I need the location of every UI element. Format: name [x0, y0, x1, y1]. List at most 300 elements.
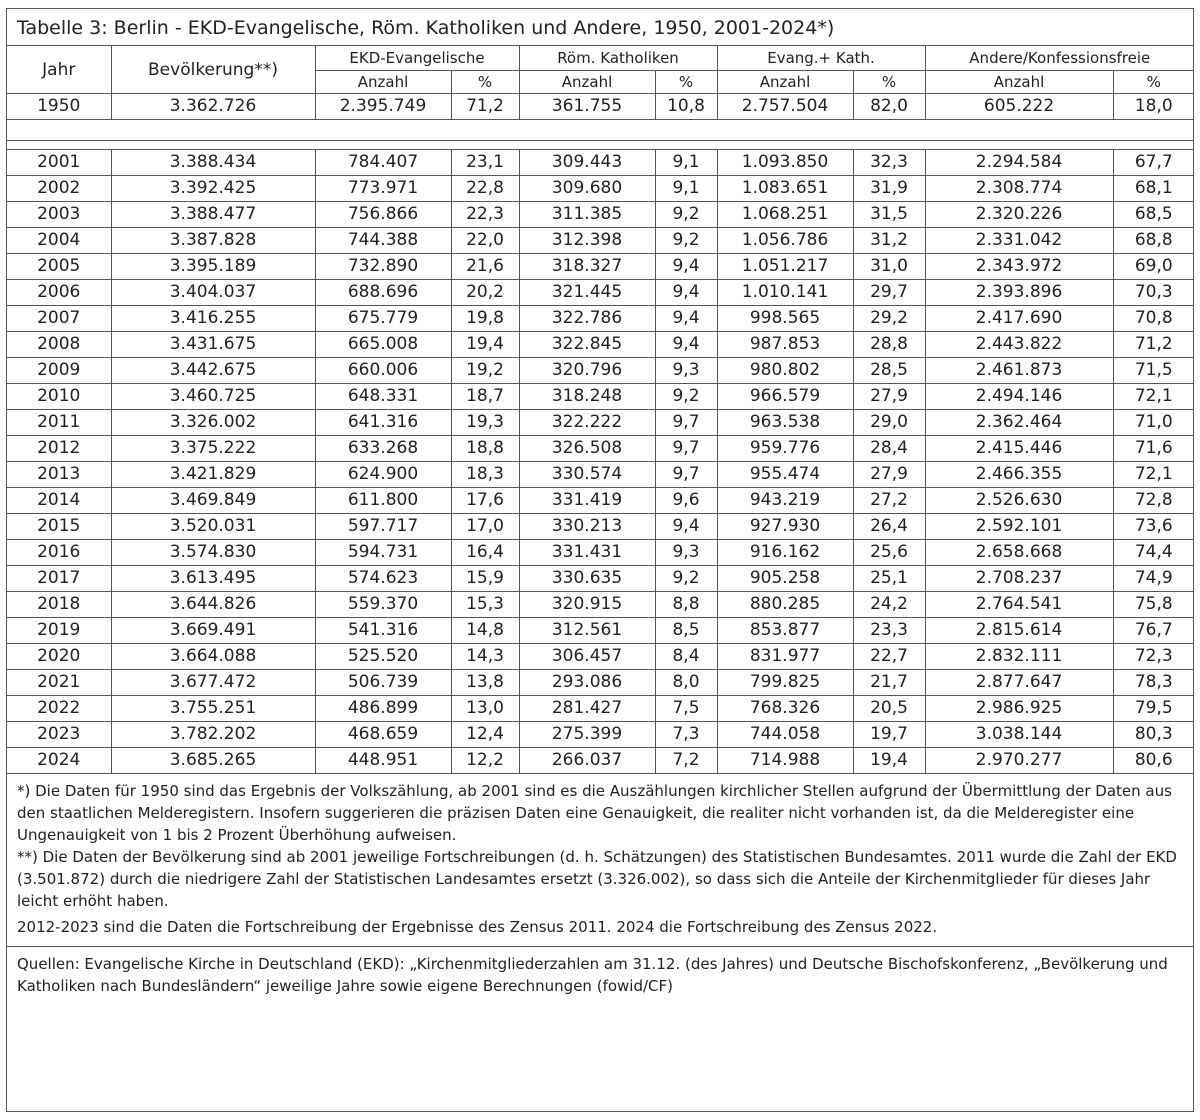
cell-evang-kath-percent: 19,7: [853, 722, 925, 748]
cell-evang-kath-percent: 27,9: [853, 384, 925, 410]
cell-andere-anzahl: 2.331.042: [925, 228, 1113, 254]
cell-kath-percent: 9,2: [655, 202, 717, 228]
cell-jahr: 2019: [7, 618, 111, 644]
table-body: [7, 46, 1194, 774]
cell-kath-anzahl: 321.445: [519, 280, 655, 306]
header-sub-percent: %: [451, 71, 519, 94]
cell-andere-anzahl: 2.343.972: [925, 254, 1113, 280]
cell-kath-percent: 9,2: [655, 384, 717, 410]
cell-evang-kath-percent: 31,5: [853, 202, 925, 228]
cell-andere-anzahl: 2.308.774: [925, 176, 1113, 202]
cell-kath-percent: 9,4: [655, 306, 717, 332]
cell-kath-percent: 9,7: [655, 436, 717, 462]
cell-andere-anzahl: 2.526.630: [925, 488, 1113, 514]
cell-andere-percent: 76,7: [1113, 618, 1194, 644]
cell-jahr: 2010: [7, 384, 111, 410]
cell-andere-percent: 18,0: [1113, 94, 1194, 120]
cell-ekd-percent: 14,3: [451, 644, 519, 670]
table-row: [7, 306, 1194, 332]
header-sub-anzahl: Anzahl: [717, 71, 853, 94]
cell-jahr: 2005: [7, 254, 111, 280]
cell-evang-kath-anzahl: 943.219: [717, 488, 853, 514]
cell-andere-anzahl: 2.294.584: [925, 150, 1113, 176]
cell-ekd-anzahl: 633.268: [315, 436, 451, 462]
cell-andere-anzahl: 2.494.146: [925, 384, 1113, 410]
cell-ekd-anzahl: 660.006: [315, 358, 451, 384]
cell-andere-anzahl: 2.466.355: [925, 462, 1113, 488]
cell-bevoelkerung: 3.392.425: [111, 176, 315, 202]
cell-bevoelkerung: 3.664.088: [111, 644, 315, 670]
cell-andere-percent: 79,5: [1113, 696, 1194, 722]
cell-jahr: 2017: [7, 566, 111, 592]
cell-ekd-anzahl: 525.520: [315, 644, 451, 670]
footnote-2: **) Die Daten der Bevölkerung sind ab 2001 jeweilige Fortschreibungen (d. h. Schätzungen) des Statistischen Bundesamtes. 2011 wurde die Zahl der EKD (3.501.872) durch die niedrigere Zahl der Statistischen Landesamtes ersetzt (3.326.002), so dass sich die Anteile der Kirchenmitglieder für dieses Jahr leicht erhöht haben.: [17, 848, 1177, 910]
cell-ekd-percent: 15,9: [451, 566, 519, 592]
cell-evang-kath-percent: 23,3: [853, 618, 925, 644]
cell-andere-anzahl: 2.764.541: [925, 592, 1113, 618]
cell-kath-anzahl: 330.574: [519, 462, 655, 488]
cell-andere-percent: 72,1: [1113, 384, 1194, 410]
cell-evang-kath-anzahl: 998.565: [717, 306, 853, 332]
table-row: [7, 748, 1194, 774]
cell-evang-kath-percent: 29,7: [853, 280, 925, 306]
cell-bevoelkerung: 3.469.849: [111, 488, 315, 514]
cell-bevoelkerung: 3.574.830: [111, 540, 315, 566]
table-row: [7, 280, 1194, 306]
cell-ekd-percent: 17,6: [451, 488, 519, 514]
cell-jahr: 2016: [7, 540, 111, 566]
cell-evang-kath-anzahl: 959.776: [717, 436, 853, 462]
table-row: [7, 566, 1194, 592]
cell-ekd-percent: 18,3: [451, 462, 519, 488]
cell-evang-kath-anzahl: 927.930: [717, 514, 853, 540]
cell-jahr: 2023: [7, 722, 111, 748]
cell-andere-anzahl: 2.393.896: [925, 280, 1113, 306]
cell-andere-percent: 72,1: [1113, 462, 1194, 488]
cell-ekd-anzahl: 506.739: [315, 670, 451, 696]
cell-bevoelkerung: 3.677.472: [111, 670, 315, 696]
cell-ekd-anzahl: 641.316: [315, 410, 451, 436]
table-row: [7, 514, 1194, 540]
table-row: [7, 436, 1194, 462]
cell-bevoelkerung: 3.395.189: [111, 254, 315, 280]
cell-ekd-percent: 23,1: [451, 150, 519, 176]
footnotes: [7, 774, 1193, 997]
table-row: [7, 540, 1194, 566]
cell-evang-kath-percent: 24,2: [853, 592, 925, 618]
header-sub-percent: %: [853, 71, 925, 94]
cell-jahr: 2022: [7, 696, 111, 722]
table-row: [7, 384, 1194, 410]
header-row-groups: [7, 46, 1194, 71]
cell-jahr: 2006: [7, 280, 111, 306]
cell-kath-percent: 9,4: [655, 332, 717, 358]
cell-andere-percent: 70,8: [1113, 306, 1194, 332]
cell-kath-percent: 9,6: [655, 488, 717, 514]
cell-bevoelkerung: 3.388.477: [111, 202, 315, 228]
cell-ekd-percent: 15,3: [451, 592, 519, 618]
cell-evang-kath-percent: 28,8: [853, 332, 925, 358]
cell-kath-percent: 9,2: [655, 566, 717, 592]
cell-andere-percent: 80,3: [1113, 722, 1194, 748]
cell-ekd-percent: 14,8: [451, 618, 519, 644]
cell-kath-anzahl: 322.845: [519, 332, 655, 358]
cell-andere-percent: 70,3: [1113, 280, 1194, 306]
cell-ekd-anzahl: 756.866: [315, 202, 451, 228]
cell-ekd-percent: 71,2: [451, 94, 519, 120]
cell-andere-percent: 75,8: [1113, 592, 1194, 618]
cell-evang-kath-anzahl: 966.579: [717, 384, 853, 410]
cell-ekd-percent: 18,8: [451, 436, 519, 462]
table-row: [7, 488, 1194, 514]
cell-andere-anzahl: 2.986.925: [925, 696, 1113, 722]
cell-evang-kath-anzahl: 831.977: [717, 644, 853, 670]
header-sub-anzahl: Anzahl: [315, 71, 451, 94]
table-row: [7, 644, 1194, 670]
cell-jahr: 2024: [7, 748, 111, 774]
cell-kath-anzahl: 318.327: [519, 254, 655, 280]
cell-evang-kath-percent: 29,2: [853, 306, 925, 332]
cell-kath-percent: 9,4: [655, 514, 717, 540]
cell-jahr: 2003: [7, 202, 111, 228]
cell-bevoelkerung: 3.326.002: [111, 410, 315, 436]
cell-bevoelkerung: 3.375.222: [111, 436, 315, 462]
header-jahr: Jahr: [7, 46, 111, 94]
cell-kath-anzahl: 320.796: [519, 358, 655, 384]
cell-jahr: 2001: [7, 150, 111, 176]
cell-evang-kath-percent: 28,4: [853, 436, 925, 462]
cell-jahr: 2004: [7, 228, 111, 254]
cell-ekd-percent: 19,4: [451, 332, 519, 358]
cell-evang-kath-anzahl: 714.988: [717, 748, 853, 774]
table-row: [7, 332, 1194, 358]
separator-row: [7, 141, 1194, 150]
cell-ekd-anzahl: 675.779: [315, 306, 451, 332]
cell-kath-percent: 9,3: [655, 540, 717, 566]
cell-andere-percent: 73,6: [1113, 514, 1194, 540]
cell-kath-anzahl: 312.561: [519, 618, 655, 644]
cell-andere-percent: 68,1: [1113, 176, 1194, 202]
table-row: [7, 358, 1194, 384]
cell-evang-kath-anzahl: 1.056.786: [717, 228, 853, 254]
cell-ekd-anzahl: 624.900: [315, 462, 451, 488]
cell-ekd-anzahl: 665.008: [315, 332, 451, 358]
cell-ekd-percent: 18,7: [451, 384, 519, 410]
cell-kath-anzahl: 312.398: [519, 228, 655, 254]
cell-jahr: 2012: [7, 436, 111, 462]
cell-jahr: 2011: [7, 410, 111, 436]
table-row: [7, 202, 1194, 228]
cell-bevoelkerung: 3.431.675: [111, 332, 315, 358]
cell-ekd-anzahl: 784.407: [315, 150, 451, 176]
cell-evang-kath-anzahl: 916.162: [717, 540, 853, 566]
cell-kath-anzahl: 275.399: [519, 722, 655, 748]
table-row: [7, 176, 1194, 202]
cell-kath-percent: 9,1: [655, 150, 717, 176]
cell-evang-kath-percent: 21,7: [853, 670, 925, 696]
cell-kath-percent: 10,8: [655, 94, 717, 120]
cell-andere-anzahl: 2.320.226: [925, 202, 1113, 228]
separator-row-cell: [7, 141, 1194, 150]
cell-ekd-anzahl: 559.370: [315, 592, 451, 618]
cell-kath-anzahl: 311.385: [519, 202, 655, 228]
cell-kath-percent: 8,4: [655, 644, 717, 670]
cell-andere-percent: 74,4: [1113, 540, 1194, 566]
cell-bevoelkerung: 3.362.726: [111, 94, 315, 120]
cell-jahr: 2002: [7, 176, 111, 202]
cell-andere-percent: 71,0: [1113, 410, 1194, 436]
cell-evang-kath-anzahl: 1.051.217: [717, 254, 853, 280]
header-group-kath: Röm. Katholiken: [519, 46, 717, 71]
cell-kath-anzahl: 266.037: [519, 748, 655, 774]
cell-ekd-anzahl: 594.731: [315, 540, 451, 566]
cell-kath-anzahl: 281.427: [519, 696, 655, 722]
cell-evang-kath-percent: 27,2: [853, 488, 925, 514]
cell-bevoelkerung: 3.442.675: [111, 358, 315, 384]
table-row: [7, 254, 1194, 280]
cell-evang-kath-anzahl: 963.538: [717, 410, 853, 436]
cell-jahr: 2009: [7, 358, 111, 384]
table-row: [7, 670, 1194, 696]
cell-jahr: 2020: [7, 644, 111, 670]
cell-ekd-percent: 19,8: [451, 306, 519, 332]
cell-andere-anzahl: 2.877.647: [925, 670, 1113, 696]
cell-ekd-percent: 22,0: [451, 228, 519, 254]
table-row: [7, 462, 1194, 488]
cell-ekd-percent: 20,2: [451, 280, 519, 306]
cell-ekd-anzahl: 541.316: [315, 618, 451, 644]
cell-evang-kath-percent: 27,9: [853, 462, 925, 488]
cell-ekd-percent: 21,6: [451, 254, 519, 280]
spacer-row-cell: [7, 120, 1194, 141]
cell-andere-anzahl: 2.815.614: [925, 618, 1113, 644]
cell-ekd-percent: 13,0: [451, 696, 519, 722]
spacer-row: [7, 120, 1194, 141]
cell-andere-percent: 78,3: [1113, 670, 1194, 696]
cell-bevoelkerung: 3.613.495: [111, 566, 315, 592]
cell-kath-percent: 9,7: [655, 410, 717, 436]
cell-andere-percent: 74,9: [1113, 566, 1194, 592]
cell-andere-percent: 71,6: [1113, 436, 1194, 462]
table-row: [7, 722, 1194, 748]
cell-evang-kath-percent: 82,0: [853, 94, 925, 120]
cell-ekd-percent: 19,3: [451, 410, 519, 436]
header-group-ekd: EKD-Evangelische: [315, 46, 519, 71]
cell-kath-anzahl: 309.680: [519, 176, 655, 202]
cell-jahr: 1950: [7, 94, 111, 120]
cell-kath-anzahl: 322.222: [519, 410, 655, 436]
table-row: [7, 410, 1194, 436]
cell-ekd-anzahl: 574.623: [315, 566, 451, 592]
cell-kath-anzahl: 361.755: [519, 94, 655, 120]
cell-evang-kath-anzahl: 853.877: [717, 618, 853, 644]
table-row: [7, 228, 1194, 254]
table-row: [7, 94, 1194, 120]
cell-ekd-anzahl: 468.659: [315, 722, 451, 748]
cell-ekd-anzahl: 773.971: [315, 176, 451, 202]
cell-kath-anzahl: 331.431: [519, 540, 655, 566]
cell-kath-percent: 9,1: [655, 176, 717, 202]
cell-jahr: 2018: [7, 592, 111, 618]
table-title: Tabelle 3: Berlin - EKD-Evangelische, Röm. Katholiken und Andere, 1950, 2001-2024*): [7, 9, 1193, 46]
cell-ekd-anzahl: 648.331: [315, 384, 451, 410]
cell-andere-anzahl: 2.970.277: [925, 748, 1113, 774]
cell-bevoelkerung: 3.404.037: [111, 280, 315, 306]
cell-kath-percent: 8,0: [655, 670, 717, 696]
data-table: [7, 46, 1194, 774]
header-bevoelkerung: Bevölkerung**): [111, 46, 315, 94]
cell-andere-anzahl: 2.708.237: [925, 566, 1113, 592]
cell-evang-kath-percent: 19,4: [853, 748, 925, 774]
cell-ekd-anzahl: 732.890: [315, 254, 451, 280]
cell-evang-kath-percent: 20,5: [853, 696, 925, 722]
cell-andere-anzahl: 2.362.464: [925, 410, 1113, 436]
cell-jahr: 2007: [7, 306, 111, 332]
cell-bevoelkerung: 3.520.031: [111, 514, 315, 540]
cell-kath-anzahl: 322.786: [519, 306, 655, 332]
cell-jahr: 2014: [7, 488, 111, 514]
cell-evang-kath-anzahl: 1.093.850: [717, 150, 853, 176]
cell-evang-kath-percent: 26,4: [853, 514, 925, 540]
cell-evang-kath-anzahl: 1.010.141: [717, 280, 853, 306]
table-row: [7, 150, 1194, 176]
cell-andere-percent: 80,6: [1113, 748, 1194, 774]
cell-kath-anzahl: 318.248: [519, 384, 655, 410]
cell-ekd-percent: 19,2: [451, 358, 519, 384]
cell-andere-anzahl: 2.443.822: [925, 332, 1113, 358]
cell-bevoelkerung: 3.644.826: [111, 592, 315, 618]
cell-ekd-percent: 22,3: [451, 202, 519, 228]
table-sheet: [6, 8, 1194, 1112]
cell-andere-percent: 69,0: [1113, 254, 1194, 280]
cell-ekd-anzahl: 688.696: [315, 280, 451, 306]
cell-andere-anzahl: 2.658.668: [925, 540, 1113, 566]
table-row: [7, 696, 1194, 722]
cell-bevoelkerung: 3.782.202: [111, 722, 315, 748]
cell-ekd-anzahl: 448.951: [315, 748, 451, 774]
cell-kath-percent: 7,5: [655, 696, 717, 722]
cell-jahr: 2021: [7, 670, 111, 696]
cell-kath-percent: 9,3: [655, 358, 717, 384]
cell-evang-kath-anzahl: 768.326: [717, 696, 853, 722]
cell-evang-kath-anzahl: 955.474: [717, 462, 853, 488]
cell-ekd-anzahl: 744.388: [315, 228, 451, 254]
cell-andere-percent: 72,8: [1113, 488, 1194, 514]
cell-evang-kath-anzahl: 799.825: [717, 670, 853, 696]
cell-evang-kath-percent: 31,0: [853, 254, 925, 280]
cell-ekd-percent: 16,4: [451, 540, 519, 566]
cell-andere-percent: 68,8: [1113, 228, 1194, 254]
header-sub-percent: %: [655, 71, 717, 94]
cell-evang-kath-percent: 25,6: [853, 540, 925, 566]
header-sub-percent: %: [1113, 71, 1194, 94]
cell-andere-anzahl: 2.417.690: [925, 306, 1113, 332]
cell-evang-kath-anzahl: 905.258: [717, 566, 853, 592]
cell-kath-percent: 7,3: [655, 722, 717, 748]
cell-kath-anzahl: 330.635: [519, 566, 655, 592]
cell-andere-anzahl: 2.592.101: [925, 514, 1113, 540]
cell-evang-kath-percent: 32,3: [853, 150, 925, 176]
cell-jahr: 2013: [7, 462, 111, 488]
header-sub-anzahl: Anzahl: [519, 71, 655, 94]
cell-andere-anzahl: 605.222: [925, 94, 1113, 120]
cell-evang-kath-anzahl: 2.757.504: [717, 94, 853, 120]
cell-bevoelkerung: 3.685.265: [111, 748, 315, 774]
cell-andere-percent: 72,3: [1113, 644, 1194, 670]
cell-kath-anzahl: 326.508: [519, 436, 655, 462]
cell-andere-percent: 67,7: [1113, 150, 1194, 176]
cell-evang-kath-anzahl: 744.058: [717, 722, 853, 748]
cell-ekd-percent: 12,4: [451, 722, 519, 748]
cell-evang-kath-percent: 22,7: [853, 644, 925, 670]
cell-ekd-percent: 17,0: [451, 514, 519, 540]
cell-bevoelkerung: 3.387.828: [111, 228, 315, 254]
table-row: [7, 592, 1194, 618]
cell-bevoelkerung: 3.388.434: [111, 150, 315, 176]
cell-evang-kath-percent: 25,1: [853, 566, 925, 592]
cell-bevoelkerung: 3.755.251: [111, 696, 315, 722]
cell-kath-percent: 8,8: [655, 592, 717, 618]
header-sub-anzahl: Anzahl: [925, 71, 1113, 94]
header-group-evang-kath: Evang.+ Kath.: [717, 46, 925, 71]
cell-kath-percent: 9,7: [655, 462, 717, 488]
cell-ekd-anzahl: 2.395.749: [315, 94, 451, 120]
cell-bevoelkerung: 3.421.829: [111, 462, 315, 488]
cell-evang-kath-percent: 28,5: [853, 358, 925, 384]
cell-evang-kath-anzahl: 1.083.651: [717, 176, 853, 202]
table-row: [7, 618, 1194, 644]
cell-kath-anzahl: 306.457: [519, 644, 655, 670]
footnote-3: 2012-2023 sind die Daten die Fortschreibung der Ergebnisse des Zensus 2011. 2024 die Fortschreibung des Zensus 2022.: [17, 918, 938, 936]
cell-evang-kath-percent: 29,0: [853, 410, 925, 436]
cell-kath-percent: 9,4: [655, 280, 717, 306]
cell-bevoelkerung: 3.416.255: [111, 306, 315, 332]
cell-andere-percent: 68,5: [1113, 202, 1194, 228]
cell-andere-anzahl: 2.415.446: [925, 436, 1113, 462]
cell-kath-percent: 9,4: [655, 254, 717, 280]
cell-evang-kath-anzahl: 980.802: [717, 358, 853, 384]
cell-andere-anzahl: 3.038.144: [925, 722, 1113, 748]
cell-evang-kath-percent: 31,9: [853, 176, 925, 202]
cell-jahr: 2008: [7, 332, 111, 358]
cell-ekd-anzahl: 597.717: [315, 514, 451, 540]
cell-evang-kath-anzahl: 987.853: [717, 332, 853, 358]
cell-ekd-percent: 12,2: [451, 748, 519, 774]
cell-kath-anzahl: 331.419: [519, 488, 655, 514]
cell-kath-anzahl: 293.086: [519, 670, 655, 696]
cell-kath-anzahl: 320.915: [519, 592, 655, 618]
cell-kath-anzahl: 330.213: [519, 514, 655, 540]
cell-andere-percent: 71,5: [1113, 358, 1194, 384]
cell-andere-percent: 71,2: [1113, 332, 1194, 358]
cell-ekd-anzahl: 486.899: [315, 696, 451, 722]
cell-ekd-percent: 22,8: [451, 176, 519, 202]
cell-kath-percent: 8,5: [655, 618, 717, 644]
cell-evang-kath-percent: 31,2: [853, 228, 925, 254]
cell-bevoelkerung: 3.460.725: [111, 384, 315, 410]
cell-bevoelkerung: 3.669.491: [111, 618, 315, 644]
cell-kath-percent: 9,2: [655, 228, 717, 254]
footnote-1: *) Die Daten für 1950 sind das Ergebnis der Volkszählung, ab 2001 sind es die Auszählungen kirchlicher Stellen aufgrund der Übermittlung der Daten aus den staatlichen Melderegistern. Insofern suggerieren die präzisen Daten eine Genauigkeit, die realiter nicht vorhanden ist, da die Melderegister eine Ungenauigkeit von 1 bis 2 Prozent Überhöhung aufweisen.: [17, 782, 1172, 844]
cell-evang-kath-anzahl: 880.285: [717, 592, 853, 618]
cell-ekd-percent: 13,8: [451, 670, 519, 696]
cell-andere-anzahl: 2.832.111: [925, 644, 1113, 670]
cell-kath-anzahl: 309.443: [519, 150, 655, 176]
cell-andere-anzahl: 2.461.873: [925, 358, 1113, 384]
cell-ekd-anzahl: 611.800: [315, 488, 451, 514]
source-note: Quellen: Evangelische Kirche in Deutschland (EKD): „Kirchenmitgliederzahlen am 31.12. (des Jahres) und Deutsche Bischofskonferenz, „Bevölkerung und Katholiken nach Bundesländern“ jeweilige Jahre sowie eigene Berechnungen (fowid/CF): [7, 946, 1193, 997]
cell-evang-kath-anzahl: 1.068.251: [717, 202, 853, 228]
